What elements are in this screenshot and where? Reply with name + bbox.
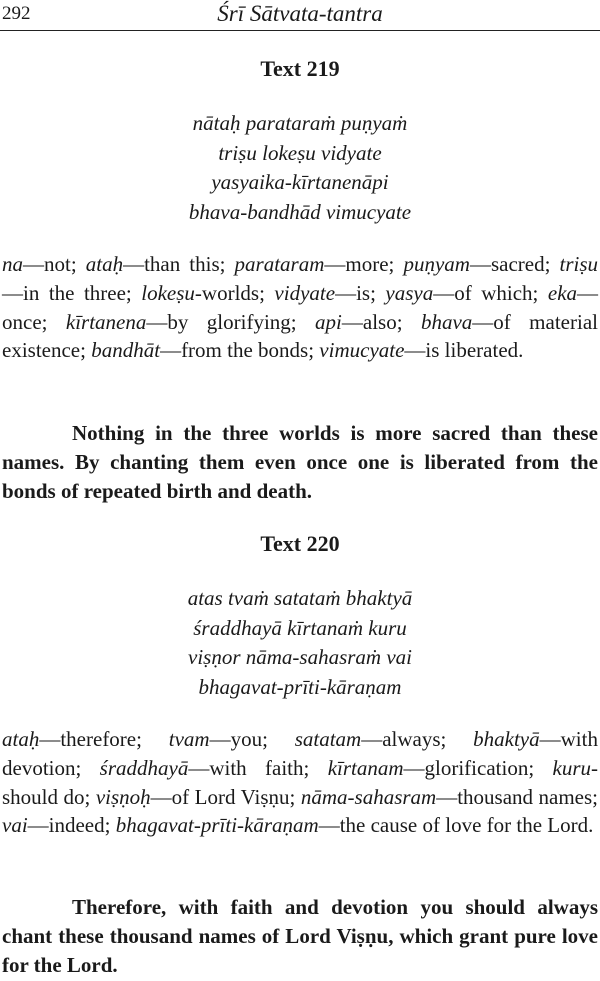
verse-line: śraddhayā kīrtanaṁ kuru (193, 615, 407, 640)
gloss-separator: — (577, 280, 599, 305)
translation-text-220: Therefore, with faith and devotion you should always chant these thousand names of Lord Viṣṇu, which grant pure love for the Lord. (2, 895, 598, 978)
gloss-meaning: of material existence; (2, 309, 598, 363)
translation-text-219: Nothing in the three worlds is more sacred than these names. By chanting them even once one is liberated from the bonds of repeated birth and death. (2, 421, 598, 504)
gloss-meaning: glorification; (424, 755, 553, 780)
verse-line: atas tvaṁ satataṁ bhaktyā (187, 586, 413, 610)
gloss-word: triṣu (559, 252, 598, 276)
gloss-meaning: more; (345, 252, 404, 276)
verse-line: bhagavat-prīti-kāraṇam (198, 675, 402, 700)
gloss-separator: — (39, 727, 61, 751)
gloss-meaning: worlds; (201, 280, 275, 305)
running-title: Śrī Sātvata-tantra (217, 1, 383, 26)
gloss-separator: — (23, 252, 44, 276)
gloss-separator: — (335, 280, 357, 305)
gloss-separator: — (146, 309, 168, 334)
gloss-word: satatam (294, 727, 362, 751)
gloss-separator: — (433, 280, 455, 305)
gloss-separator: — (2, 280, 23, 305)
gloss-word: bhaktyā (473, 727, 540, 751)
verse-line: bhava-bandhād vimucyate (188, 200, 412, 225)
gloss-separator: — (341, 309, 363, 334)
gloss-separator: — (160, 338, 182, 363)
gloss-meaning: sacred; (490, 252, 560, 276)
gloss-separator: — (27, 813, 49, 838)
page-header (0, 0, 600, 32)
gloss-word: vimucyate (319, 338, 405, 363)
gloss-meaning: by glorifying; (167, 309, 316, 334)
gloss-meaning: indeed; (48, 813, 116, 838)
verse-text-220 (0, 584, 600, 703)
gloss-separator: — (123, 252, 145, 276)
gloss-meaning: in the three; (23, 280, 142, 305)
gloss-separator: — (318, 813, 340, 838)
gloss-separator: — (150, 784, 172, 809)
gloss-word: na (2, 252, 23, 276)
section-heading-text-220: Text 220 (260, 531, 340, 556)
verse-line: yasyaika-kīrtanenāpi (211, 170, 389, 195)
gloss-word: vidyate (274, 280, 336, 305)
verse-text-219 (0, 109, 600, 228)
verse-line: nātaḥ parataraṁ puṇyaṁ (192, 111, 408, 135)
gloss-meaning: of which; (454, 280, 548, 305)
gloss-word: bhagavat-prīti-kāraṇam (115, 813, 319, 838)
gloss-meaning: therefore; (60, 727, 169, 751)
gloss-word: puṇyam (403, 252, 470, 276)
gloss-separator: — (539, 727, 561, 751)
word-for-word-text-220 (2, 725, 598, 840)
gloss-separator: — (188, 755, 210, 780)
gloss-meaning: with devotion; (2, 727, 598, 780)
gloss-meaning: with faith; (209, 755, 328, 780)
gloss-meaning: than this; (144, 252, 235, 276)
gloss-word: kīrtanam (327, 755, 404, 780)
gloss-word: bandhāt (91, 338, 161, 363)
gloss-word: kīrtanena (65, 309, 147, 334)
gloss-meaning: should do; (2, 784, 96, 809)
gloss-meaning: is liberated. (425, 338, 524, 363)
gloss-word: ataḥ (85, 252, 124, 276)
section-heading-text-219: Text 219 (260, 56, 340, 81)
gloss-separator: — (403, 755, 425, 780)
gloss-word: bhava (420, 309, 473, 334)
gloss-meaning: the cause of love for the Lord. (339, 813, 594, 838)
gloss-separator: — (436, 784, 458, 809)
gloss-meaning: you; (230, 727, 295, 751)
gloss-word: parataram (234, 252, 325, 276)
header-rule (0, 30, 600, 31)
gloss-word: tvam (168, 727, 210, 751)
gloss-word: ataḥ (2, 727, 40, 751)
gloss-word: api (315, 309, 342, 334)
gloss-meaning: from the bonds; (181, 338, 320, 363)
gloss-meaning: is; (356, 280, 386, 305)
gloss-meaning: once; (2, 309, 66, 334)
gloss-separator: — (361, 727, 383, 751)
gloss-word: kuru (552, 755, 591, 780)
gloss-meaning: thousand names; (457, 784, 599, 809)
verse-line: triṣu lokeṣu vidyate (218, 140, 382, 165)
word-for-word-text-219 (2, 250, 598, 365)
page-number: 292 (2, 3, 31, 24)
gloss-separator: - (194, 280, 202, 305)
gloss-meaning: always; (382, 727, 474, 751)
gloss-word: lokeṣu (141, 280, 195, 305)
gloss-separator: - (591, 755, 598, 780)
gloss-word: eka (547, 280, 578, 305)
gloss-separator: — (404, 338, 426, 363)
gloss-meaning: not; (44, 252, 86, 276)
gloss-separator: — (324, 252, 346, 276)
gloss-word: vai (2, 813, 28, 838)
gloss-word: viṣṇoḥ (95, 784, 151, 809)
gloss-word: nāma-sahasram (300, 784, 437, 809)
gloss-separator: — (469, 252, 491, 276)
gloss-meaning: also; (362, 309, 421, 334)
verse-line: viṣṇor nāma-sahasraṁ vai (188, 645, 412, 670)
gloss-word: yasya (385, 280, 434, 305)
gloss-separator: — (472, 309, 494, 334)
gloss-meaning: of Lord Viṣṇu; (171, 784, 301, 809)
gloss-word: śraddhayā (99, 755, 189, 780)
gloss-separator: — (209, 727, 231, 751)
